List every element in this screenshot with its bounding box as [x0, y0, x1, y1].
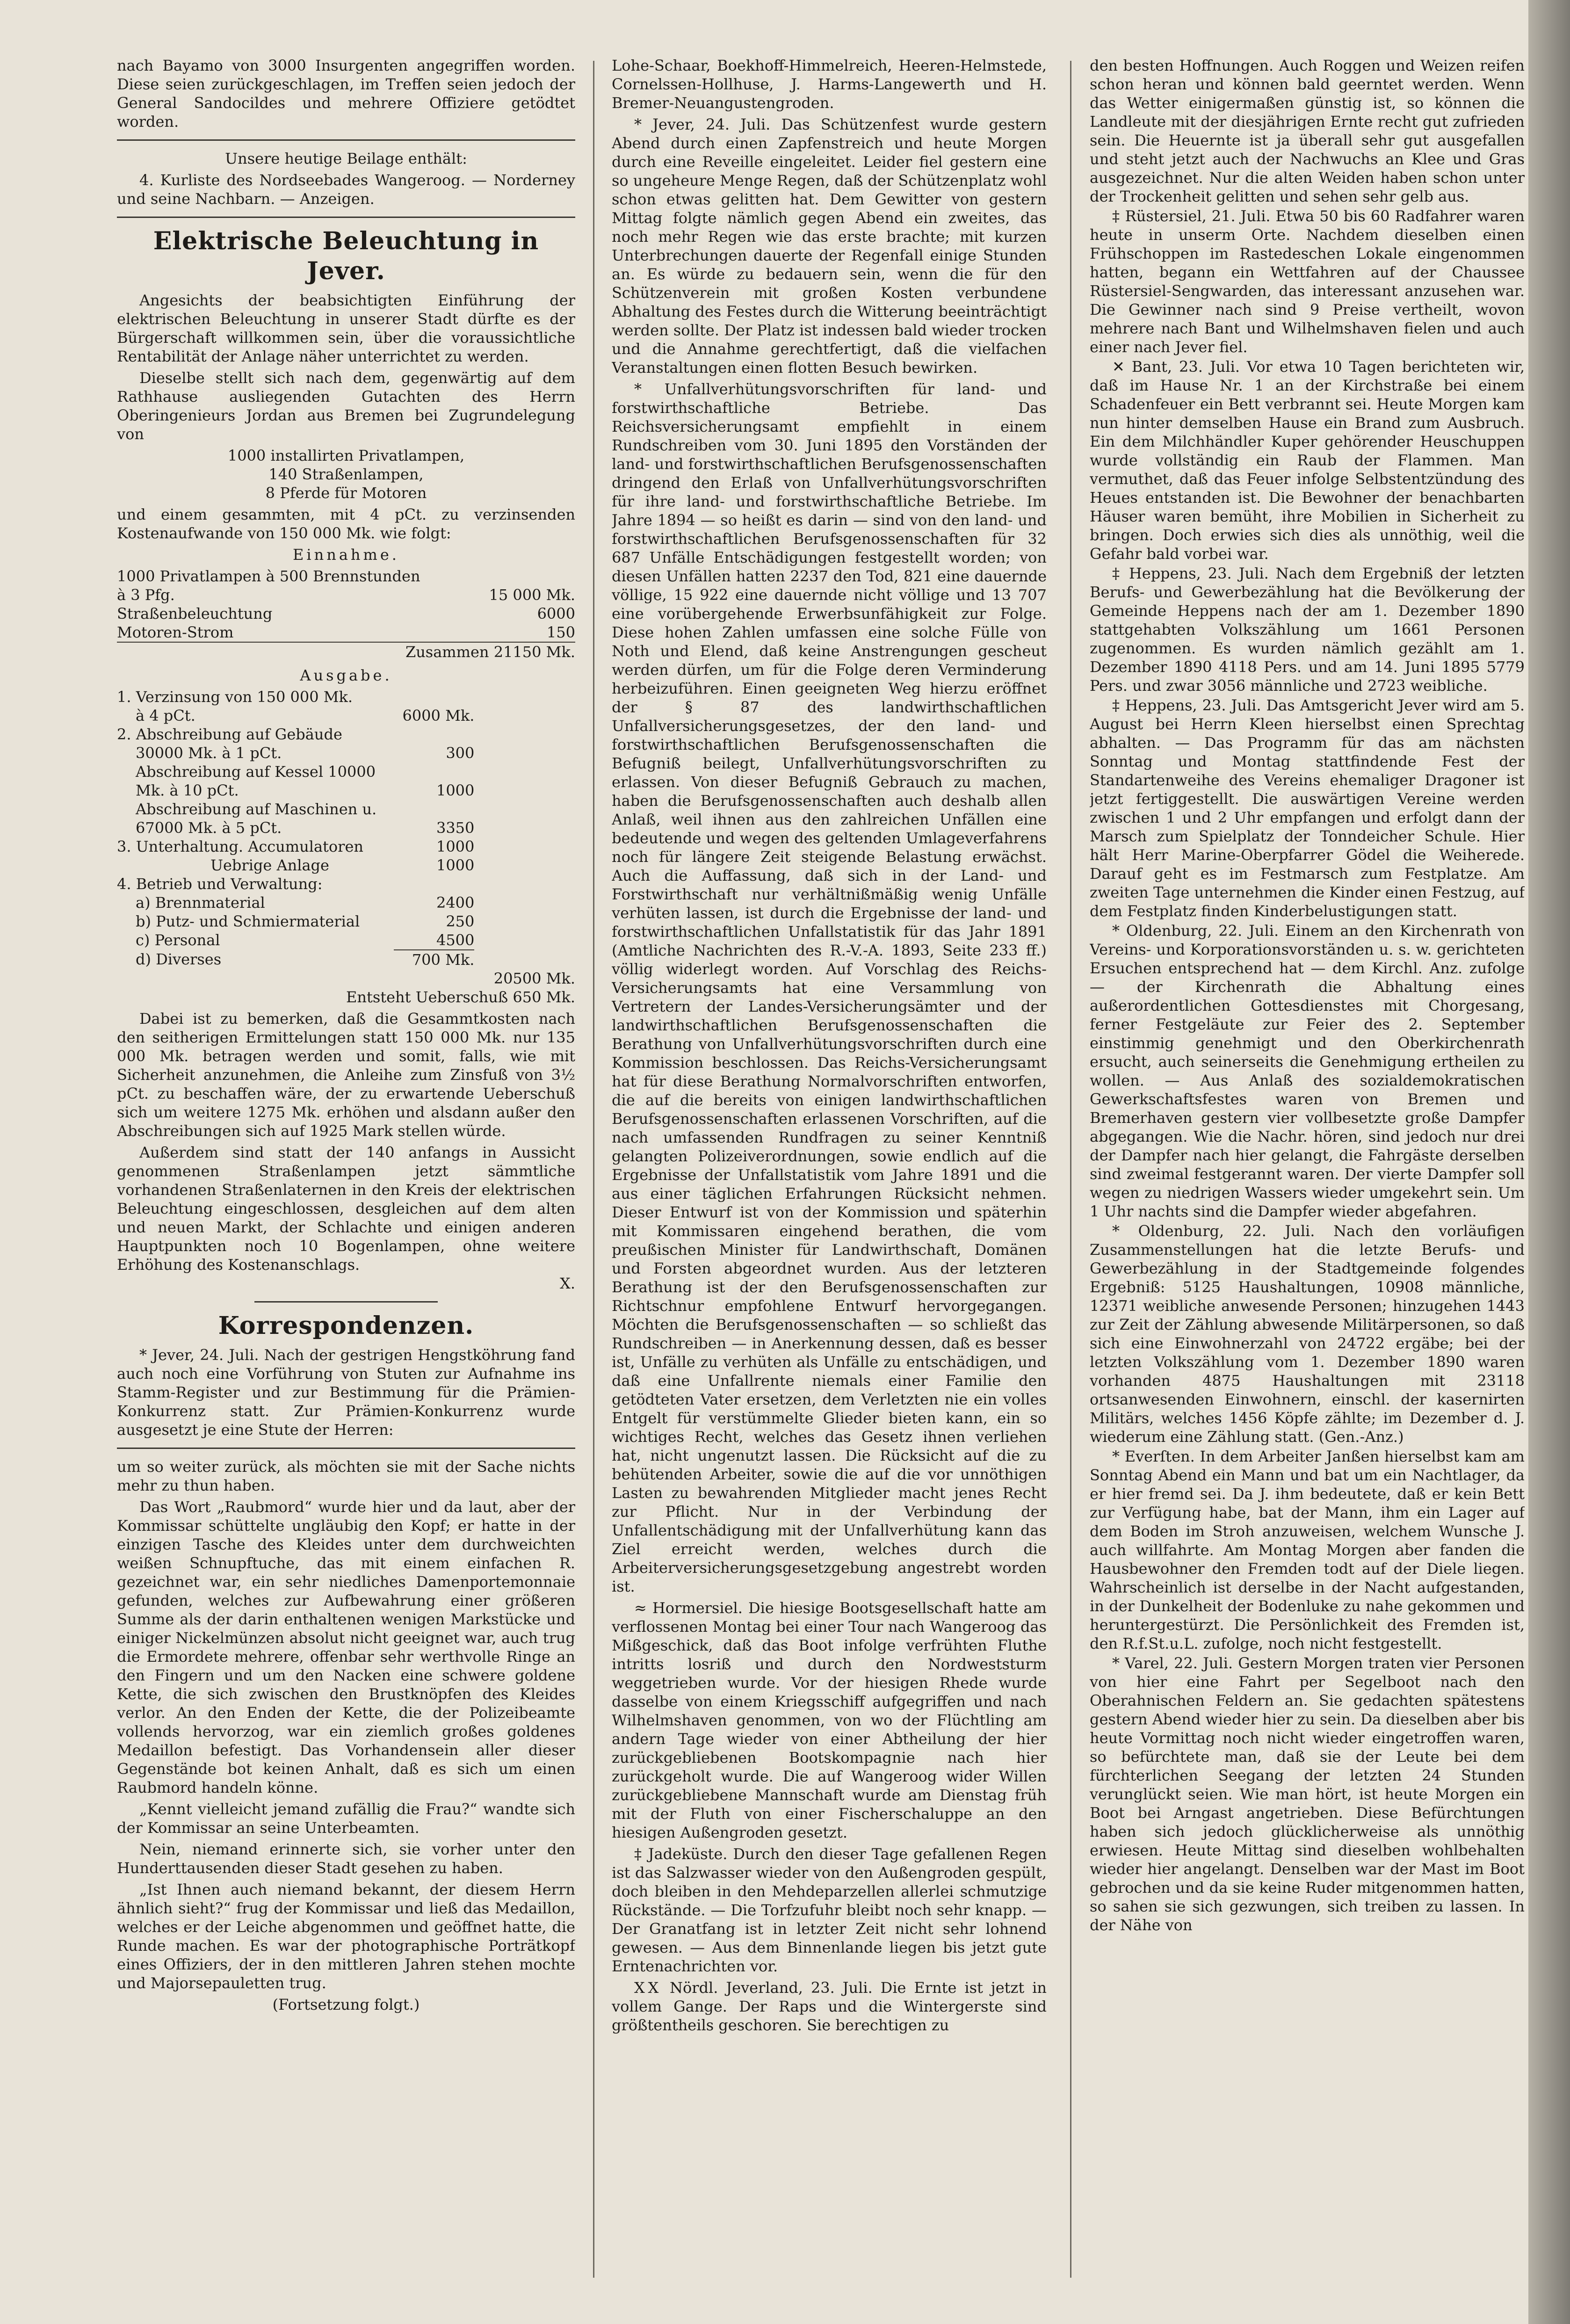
article-paragraph: Dieselbe stellt sich nach dem, gegenwärtig auf dem Rathhause ausliegenden Gutachten des Herrn Oberingenieurs Jordan aus Bremen bei Zugrundelegung von [117, 369, 575, 443]
table-value: 700 Mk. [394, 950, 475, 969]
table-sum: Zusammen 21150 Mk. [117, 642, 575, 661]
column-3 [1090, 56, 1525, 2301]
divider [254, 1301, 438, 1303]
table-cell: 3. Unterhaltung. Accumulatoren [117, 838, 363, 855]
news-item: * Jever, 24. Juli. Nach der gestrigen Hengstköhrung fand auch noch eine Vorführung von Stuten zur Aufnahme ins Stamm-Register und zur Bestimmung für die Prämien-Konkurrenz statt. Zur Prämien-Konkurrenz wurde ausgesetzt je eine Stute der Herren: [117, 1346, 575, 1439]
news-item: ‡ Jadeküste. Durch den dieser Tage gefallenen Regen ist das Salzwasser wieder von den Außengroden gespült, doch bleiben in den Mehdeparzellen allerlei schmutzige Rückstände. — Die Torfzufuhr bleibt noch sehr knapp. — Der Granatfang ist in letzter Zeit nicht sehr lohnend gewesen. — Aus dem Binnenlande liegen bis jetzt gute Erntenachrichten vor. [612, 1845, 1047, 1975]
article-title-beleuchtung: Elektrische Beleuchtung in Jever. [153, 227, 539, 285]
ueberschuss: Entsteht Ueberschuß 650 Mk. [346, 988, 575, 1006]
news-item: ‡ Heppens, 23. Juli. Das Amtsgericht Jever wird am 5. August bei Herrn Kleen hierselbst einen Sprechtag abhalten. — Das Programm für das am nächsten Sonntag und Montag stattfindende Fest der Standartenweihe des Vereins ehemaliger Dragoner ist jetzt fertiggestellt. Die auswärtigen Vereine werden zwischen 1 und 2 Uhr empfangen und erfolgt dann der Marsch zum Spielplatz der Tonndeicher Schule. Hier hält Herr Marine-Oberpfarrer Gödel die Weiherede. Darauf geht es im Festmarsch zum Festplatze. Am zweiten Tage unternehmen die Kinder einen Festzug, auf dem Festplatz finden Kinderbelustigungen statt. [1090, 696, 1525, 920]
table-value: 3350 [436, 819, 475, 837]
table-cell: 1000 Privatlampen à 500 Brennstunden [117, 567, 420, 585]
divider [117, 139, 575, 141]
ausgabe-table [117, 688, 474, 969]
table-cell: c) Personal [136, 931, 220, 949]
table-cell: à 3 Pfg. [117, 586, 175, 604]
news-item: * Oldenburg, 22. Juli. Einem an den Kirchenrath von Vereins- und Korporationsvorständen u. s. w. gerichteten Ersuchen entsprechend hat — dem Kirchl. Anz. zufolge — der Kirchenrath die Abhaltung eines außerordentlichen Gottesdienstes mit Chorgesang, ferner Festgeläute zur Feier des 2. September einstimmig genehmigt und den Oberkirchenrath ersucht, auch seinerseits die Genehmigung ertheilen zu wollen. — Aus Anlaß des sozialdemokratischen Gewerkschaftsfestes waren von Bremen und Bremerhaven gestern vier vollbesetzte große Dampfer abgegangen. Wie die Nachr. hören, sind jedoch nur drei der Dampfer nach hier gelangt, die Fahrgäste derselben sind zweimal festgerannt waren. Der vierte Dampfer soll wegen zu niedrigen Wassers wieder umgekehrt sein. Um 1 Uhr nachts sind die Dampfer wieder abgefahren. [1090, 922, 1525, 1220]
table-cell: 67000 Mk. à 5 pCt. [136, 819, 282, 837]
table-value: 1000 [436, 838, 475, 855]
section-title-korrespondenzen: Korrespondenzen. [218, 1311, 474, 1340]
list-line: 140 Straßenlampen, [268, 465, 424, 483]
table-cell: a) Brennmaterial [136, 894, 265, 912]
column-rule [593, 61, 594, 2278]
feuilleton-paragraph: „Kennt vielleicht jemand zufällig die Frau?“ wandte sich der Kommissar an seine Unterbeamten. [117, 1800, 575, 1837]
fortsetzung-note: (Fortsetzung folgt.) [272, 1996, 420, 2013]
page-edge-shadow [1528, 0, 1570, 2324]
table-cell: 4. Betrieb und Verwaltung: [117, 875, 323, 893]
news-item: ⅩⅩ Nördl. Jeverland, 23. Juli. Die Ernte ist jetzt in vollem Gange. Der Raps und die Wintergerste sind größtentheils geschoren. Sie berechtigen zu [612, 1979, 1047, 2034]
article-paragraph: und einem gesammten, mit 4 pCt. zu verzinsenden Kostenaufwande von 150 000 Mk. wie folgt: [117, 506, 575, 542]
list-line: 8 Pferde für Motoren [265, 484, 427, 502]
table-value: 150 [546, 623, 575, 641]
column-2 [612, 56, 1047, 2301]
list-line: 1000 installirten Privatlampen, [227, 447, 465, 464]
table-cell: Straßenbeleuchtung [117, 605, 273, 623]
table-cell: Motoren-Strom [117, 623, 234, 641]
news-item: Lohe-Schaar, Boekhoff-Himmelreich, Heeren-Helmstede, Cornelssen-Hollhuse, J. Harms-Langewerth und H. Bremer-Neuangustengroden. [612, 57, 1047, 112]
table-value: 15 000 Mk. [489, 586, 575, 604]
table-value: 4500 [436, 931, 475, 949]
table-cell: d) Diverses [136, 950, 222, 968]
news-item: * Everſten. In dem Arbeiter Janßen hierselbst kam am Sonntag Abend ein Mann und bat um ein Nachtlager, da er hier fremd sei. Da J. ihm bedeutete, daß er kein Bett zur Verfügung habe, bat der Mann, ihm ein Lager auf dem Boden im Stroh anzuweisen, welchem Wunsche J. auch willfahrte. Am Montag Morgen aber fanden die Hausbewohner den Fremden todt auf der Diele liegen. Wahrscheinlich ist derselbe in der Nacht aufgestanden, in der Dunkelheit der Bodenluke zu nahe gekommen und heruntergestürzt. Die Persönlichkeit des Fremden ist, den R.f.St.u.L. zufolge, noch nicht festgestellt. [1090, 1448, 1525, 1652]
table-value: 1000 [436, 856, 475, 874]
news-item: * Varel, 22. Juli. Gestern Morgen traten vier Personen von hier eine Fahrt per Segelboot nach den Oberahnischen Feldern an. Sie gedachten spätestens gestern Abend wieder hier zu sein. Da dieselben aber bis heute Vormittag noch nicht wieder eingetroffen waren, so befürchtete man, daß sie der Leute bei dem fürchterlichen Seegang der letzten 24 Stunden verunglückt seien. Wie man hört, ist heute Morgen ein Boot bei Arngast angetrieben. Diese Befürchtungen haben sich jedoch glücklicherweise als unnöthig erwiesen. Heute Mittag sind dieselben wohlbehalten wieder hier angelangt. Denselben war der Mast im Boot gebrochen und da sie keine Ruder mitgenommen hatten, so sahen sie sich gezwungen, sich treiben zu lassen. In der Nähe von [1090, 1654, 1525, 1934]
divider [117, 217, 575, 218]
ausgabe-label: Ausgabe. [300, 666, 392, 684]
einnahme-label: Einnahme. [293, 546, 399, 564]
article-paragraph: Dabei ist zu bemerken, daß die Gesammtkosten nach den seitherigen Ermittelungen statt 150 000 Mk. nur 135 000 Mk. betragen werden und somit, falls, wie mit Sicherheit anzunehmen, die Anleihe zum Zinsfuß von 3½ pCt. zu beschaffen wäre, der zu erwartende Ueberschuß sich um weitere 1275 Mk. erhöhen und alsdann außer den Abschreibungen sich auf 1925 Mark stellen würde. [117, 1010, 575, 1140]
intro-paragraph: nach Bayamo von 3000 Insurgenten angegriffen worden. Diese seien zurückgeschlagen, im Treffen seien jedoch der General Sandocildes und mehrere Offiziere getödtet worden. [117, 57, 575, 130]
table-value: 2400 [436, 894, 475, 912]
table-value: 6000 Mk. [402, 707, 475, 724]
column-rule [1070, 61, 1071, 2278]
table-cell: 2. Abschreibung auf Gebäude [117, 725, 342, 743]
table-cell: Mk. à 10 pCt. [136, 782, 239, 799]
news-item: ‡ Rüstersiel, 21. Juli. Etwa 50 bis 60 Radfahrer waren heute in unserm Orte. Nachdem dieselben einen Frühschoppen im Rastedeschen Lokale eingenommen hatten, begann ein Wettfahren auf der Chaussee Rüstersiel-Sengwarden, das interessant anzusehen war. Die Gewinner nach sind 9 Preise vertheilt, wovon mehrere nach Bant und Wilhelmshaven fielen und auch einer nach Jever fiel. [1090, 207, 1525, 356]
table-cell: 30000 Mk. à 1 pCt. [136, 744, 282, 762]
article-signature: X. [560, 1274, 575, 1292]
table-value: 1000 [436, 782, 475, 799]
news-item: * Jever, 24. Juli. Das Schützenfest wurde gestern Abend durch einen Zapfenstreich und heute Morgen durch eine Reveille eingeleitet. Leider fiel gestern eine so ungeheure Menge Regen, daß der Schützenplatz wohl schon etwas gelitten hat. Dem Gewitter von gestern Mittag folgte nämlich gegen Abend ein zweites, das noch mehr Regen wie das erste brachte; mit kurzen Unterbrechungen dauerte der Regenfall einige Stunden an. Es würde zu bedauern sein, wenn die für den Schützenverein mit großen Kosten verbundene Abhaltung des Festes durch die Witterung beeinträchtigt werden sollte. Der Platz ist indessen bald wieder trocken und die Annahme gerechtfertigt, daß die vielfachen Veranstaltungen einen flotten Besuch bewirken. [612, 116, 1047, 376]
feuilleton-paragraph: Nein, niemand erinnerte sich, sie vorher unter den Hunderttausenden dieser Stadt gesehen zu haben. [117, 1840, 575, 1877]
table-cell: Abschreibung auf Kessel 10000 [136, 763, 376, 781]
table-cell: Abschreibung auf Maschinen u. [136, 800, 377, 818]
feuilleton-paragraph: um so weiter zurück, als möchten sie mit der Sache nichts mehr zu thun haben. [117, 1458, 575, 1494]
news-item: ‡ Heppens, 23. Juli. Nach dem Ergebniß der letzten Berufs- und Gewerbezählung hat die Bevölkerung der Gemeinde Heppens nach der am 1. Dezember 1890 stattgehabten Volkszählung um 1661 Personen zugenommen. Es wurden nämlich gezählt am 1. Dezember 1890 4118 Pers. und am 14. Juni 1895 5779 Pers. und zwar 3056 männliche und 2723 weibliche. [1090, 565, 1525, 695]
news-item: den besten Hoffnungen. Auch Roggen und Weizen reifen schon heran und können bald geerntet werden. Wenn das Wetter einigermaßen günstig ist, so können die Landleute mit der diesjährigen Ernte recht gut zufrieden sein. Die Heuernte ist ja überall sehr gut ausgefallen und steht jetzt auch der Nachwuchs an Klee und Gras ausgezeichnet. Nur die alten Weiden haben schon unter der Trockenheit gelitten und sehen sehr gelb aus. [1090, 57, 1525, 205]
feuilleton-paragraph: Das Wort „Raubmord“ wurde hier und da laut, aber der Kommissar schüttelte ungläubig den Kopf; er hatte in der einzigen Tasche des Kleides unter dem durchweichten weißen Schnupftuche, das mit einem einfachen R. gezeichnet war, ein sehr niedliches Damenportemonnaie gefunden, welches zur Aufbewahrung einer größeren Summe als der darin enthaltenen wenigen Markstücke und einiger Nickelmünzen absolut nicht geeignet war, auch trug die Ermordete mehrere, offenbar sehr werthvolle Ringe an den Fingern und um den Nacken eine schwere goldene Kette, die sich zwischen den Brustknöpfen des Kleides verlor. An den Enden der Kette, die der Polizeibeamte vollends hervorzog, war ein ziemlich großes goldenes Medaillon befestigt. Das Vorhandensein aller dieser Gegenstände bot keinen Anhalt, daß es sich um einen Raubmord handeln könne. [117, 1498, 575, 1796]
news-item: * Oldenburg, 22. Juli. Nach den vorläufigen Zusammenstellungen hat die letzte Berufs- und Gewerbezählung in der Stadtgemeinde folgendes Ergebniß: 5125 Haushaltungen, 10908 männliche, 12371 weibliche anwesende Personen; hinzugehen 1443 zur Zeit der Zählung abwesende Militärpersonen, so daß sich eine Einwohnerzahl von 24722 ergäbe; bei der letzten Volkszählung vom 1. Dezember 1890 waren vorhanden 4875 Haushaltungen mit 23118 ortsanwesenden Einwohnern, einschl. der kasernirten Militärs, welches 1456 Köpfe zählte; im Dezember d. J. wiederum eine Zählung statt. (Gen.-Anz.) [1090, 1222, 1525, 1446]
news-item: * Unfallverhütungsvorschriften für land- und forstwirthschaftliche Betriebe. Das Reichsversicherungsamt empfiehlt in einem Rundschreiben vom 30. Juni 1895 den Vorständen der land- und forstwirthschaftlichen Berufsgenossenschaften dringend den Erlaß von Unfallverhütungsvorschriften für ihre land- und forstwirthschaftliche Betriebe. Im Jahre 1894 — so heißt es darin — sind von den land- und forstwirthschaftlichen Berufsgenossenschaften für 32 687 Unfälle Entschädigungen festgestellt worden; von diesen Unfällen hatten 2237 den Tod, 821 eine dauernde völlige, 15 922 eine dauernde nicht völlige und 13 707 eine vorübergehende Erwerbsunfähigkeit zur Folge. Diese hohen Zahlen umfassen eine solche Fülle von Noth und Elend, daß keine Anstrengungen gescheut werden dürfen, um für die Folge deren Verminderung herbeizuführen. Einen geeigneten Weg hierzu eröffnet der § 87 des landwirthschaftlichen Unfallversicherungsgesetzes, der den land- und forstwirthschaftlichen Berufsgenossenschaften die Befugniß beilegt, Unfallverhütungsvorschriften zu erlassen. Von dieser Befugniß Gebrauch zu machen, haben die Berufsgenossenschaften auch deshalb allen Anlaß, weil ihnen aus den zahlreichen Unfällen eine bedeutende und wegen des geltenden Umlageverfahrens noch für längere Zeit steigende Belastung erwächst. Auch die Auffassung, daß sich in der Land- und Forstwirthschaft nur verhältnißmäßig wenig Unfälle verhüten lassen, ist durch die Ergebnisse der land- und forstwirthschaftlichen Unfallstatistik für das Jahr 1891 (Amtliche Nachrichten des R.-V.-A. 1893, Seite 233 ff.) völlig widerlegt worden. Auf Vorschlag des Reichs-Versicherungsamts hat eine Versammlung von Vertretern der Landes-Versicherungsämter und der landwirthschaftlichen Berufsgenossenschaften die Berathung von Unfallverhütungsvorschriften durch eine Kommission beschlossen. Das Reichs-Versicherungsamt hat für diese Berathung Normalvorschriften entworfen, die auf die bereits von einigen landwirthschaftlichen Berufsgenossenschaften erlassenen Vorschriften, auf die nach umfassenden Rundfragen zu seiner Kenntniß gelangten Polizeiverordnungen, sowie endlich auf die Ergebnisse der Unfallstatistik vom Jahre 1891 und die aus einer täglichen Erfahrungen Rücksicht nehmen. Dieser Entwurf ist von der Kommission und späterhin mit Kommissaren eingehend berathen, die vom preußischen Minister für Landwirthschaft, Domänen und Forsten abgeordnet wurden. Aus der letzteren Berathung ist der den Berufsgenossenschaften zur Richtschnur empfohlene Entwurf hervorgegangen. Möchten die Berufsgenossenschaften — so schließt das Rundschreiben — in Anerkennung dessen, daß es besser ist, Unfälle zu verhüten als Unfälle zu entschädigen, und daß eine Unfallrente niemals einer Familie den getödteten Vater ersetzen, dem Verletzten nie ein volles Entgelt für verstümmelte Glieder bieten kann, ein so wichtiges Recht, welches das Gesetz ihnen verliehen hat, nicht ungenutzt lassen. Die Rücksicht auf die zu behütenden Arbeiter, sowie die auf die vor unnöthigen Lasten zu bewahrenden Mitglieder macht jenes Recht zur Pflicht. Nur in der Verbindung der Unfallentschädigung mit der Unfallverhütung kann das Ziel erreicht werden, welches durch die Arbeiterversicherungsgesetzgebung angestrebt worden ist. [612, 380, 1047, 1595]
news-item: ✕ Bant, 23. Juli. Vor etwa 10 Tagen berichteten wir, daß im Hause Nr. 1 an der Kirchstraße bei einem Schadenfeuer ein Bett verbrannt sei. Heute Morgen kam nun hinter demselben Hause ein Brand zum Ausbruch. Ein dem Milchhändler Kuper gehörender Heuschuppen wurde vollständig ein Raub der Flammen. Man vermuthet, daß das Feuer infolge Selbstentzündung des Heues entstanden ist. Die Bewohner der benachbarten Häuser waren bemüht, ihre Mobilien in Sicherheit zu bringen. Doch erwies sich dies als unnöthig, weil die Gefahr bald vorbei war. [1090, 358, 1525, 563]
article-paragraph: Außerdem sind statt der 140 anfangs in Aussicht genommenen Straßenlampen jetzt sämmtliche vorhandenen Straßenlaternen in den Kreis der elektrischen Beleuchtung eingeschlossen, desgleichen auf dem alten und neuen Markt, der Schlachte und einigen anderen Hauptpunkten noch 10 Bogenlampen, ohne weitere Erhöhung des Kostenanschlags. [117, 1144, 575, 1274]
table-cell: 1. Verzinsung von 150 000 Mk. [117, 688, 353, 706]
table-cell: Uebrige Anlage [210, 856, 329, 874]
beilage-heading: Unsere heutige Beilage enthält: [225, 150, 467, 167]
article-paragraph: Angesichts der beabsichtigten Einführung der elektrischen Beleuchtung in unserer Stadt dürfte es der Bürgerschaft willkommen sein, über die voraussichtliche Rentabilität der Anlage näher unterrichtet zu werden. [117, 291, 575, 365]
table-value: 300 [446, 744, 475, 762]
news-item: ≈ Hormersiel. Die hiesige Bootsgesellschaft hatte am verflossenen Montag bei einer Tour nach Wangeroog das Mißgeschick, daß das Boot infolge verfrühten Fluthe intritts losriß und durch den Nordweststurm weggetrieben wurde. Vor der hiesigen Rhede wurde dasselbe von einem Kriegsschiff aufgegriffen und nach Wilhelmshaven genommen, von wo der Flüchtling am andern Tage wieder von einer Abtheilung der hier zurückgebliebenen Bootskompagnie nach hier zurückgeholt wurde. Die auf Wangeroog wider Willen zurückgebliebene Mannschaft wurde am Dienstag früh mit der Fluth von einer Fischerschaluppe an den hiesigen Außengroden gesetzt. [612, 1599, 1047, 1841]
beilage-text: 4. Kurliste des Nordseebades Wangeroog. — Norderney und seine Nachbarn. — Anzeigen. [117, 171, 575, 208]
table-value: 250 [446, 912, 475, 930]
table-cell: b) Putz- und Schmiermaterial [136, 912, 360, 930]
table-cell: à 4 pCt. [136, 707, 195, 724]
divider [117, 1448, 575, 1449]
table-value: 6000 [537, 605, 575, 623]
column-1 [117, 56, 575, 2301]
einnahme-table [117, 567, 575, 661]
feuilleton-paragraph: „Ist Ihnen auch niemand bekannt, der diesem Herrn ähnlich sieht?“ frug der Kommissar und ließ das Medaillon, welches er der Leiche abgenommen und geöffnet hatte, die Runde machen. Es war der photographische Porträtkopf eines Offiziers, der in den mittleren Jahren stehen mochte und Majorsepauletten trug. [117, 1881, 575, 1992]
ausgabe-sum: 20500 Mk. [493, 970, 575, 987]
